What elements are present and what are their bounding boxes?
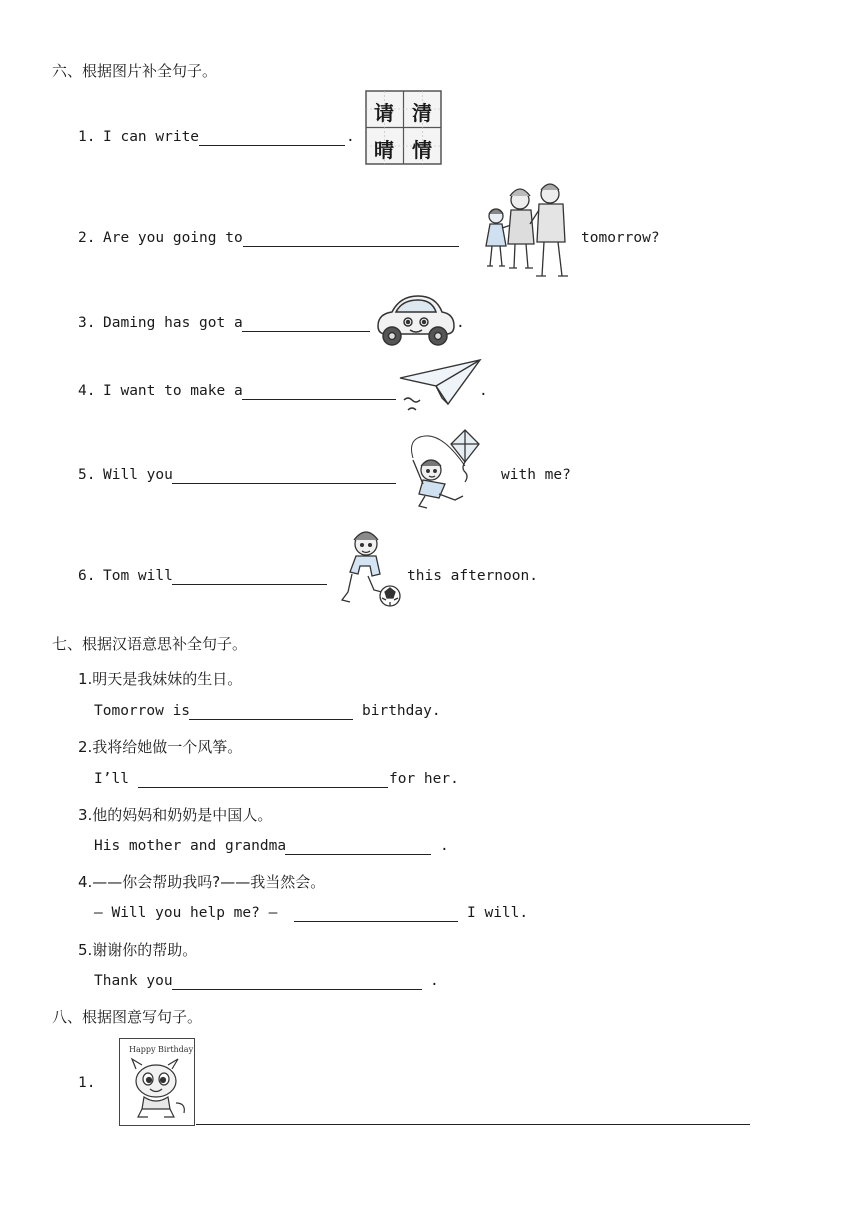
s6-q1-text: I can write bbox=[103, 129, 200, 145]
s7-q3-end: . bbox=[440, 838, 449, 854]
paper-plane-icon bbox=[398, 358, 484, 416]
s6-q1-answer-blank[interactable] bbox=[199, 145, 345, 146]
flying-kite-boy-icon bbox=[405, 428, 481, 510]
s7-q2-end: for her. bbox=[389, 771, 459, 787]
section7-title: 七、根据汉语意思补全句子。 bbox=[52, 635, 248, 653]
s6-q5-text: Will you bbox=[103, 467, 173, 483]
s7-q3-text: His mother and grandma bbox=[94, 838, 287, 854]
s6-q2-number: 2. bbox=[78, 230, 96, 246]
boy-playing-football-icon bbox=[338, 530, 404, 610]
grandparents-family-icon bbox=[478, 180, 578, 282]
s6-q4-number: 4. bbox=[78, 383, 96, 399]
s6-q2-text: Are you going to bbox=[103, 230, 243, 246]
s6-q3-text: Daming has got a bbox=[103, 315, 243, 331]
s6-q2-end: tomorrow? bbox=[581, 230, 660, 246]
s8-q1-number: 1. bbox=[78, 1075, 96, 1091]
s7-q5-chinese: 5.谢谢你的帮助。 bbox=[78, 941, 198, 959]
s7-q3-chinese: 3.他的妈妈和奶奶是中国人。 bbox=[78, 806, 273, 824]
s7-q5-end: . bbox=[430, 973, 439, 989]
s7-q4-end: I will. bbox=[467, 905, 529, 921]
s7-q4-answer-blank[interactable] bbox=[294, 921, 458, 922]
s6-q3-number: 3. bbox=[78, 315, 96, 331]
s6-q1-number: 1. bbox=[78, 129, 96, 145]
s6-q6-text: Tom will bbox=[103, 568, 173, 584]
s6-q4-answer-blank[interactable] bbox=[242, 399, 396, 400]
section6-title: 六、根据图片补全句子。 bbox=[52, 62, 218, 80]
section8-title: 八、根据图意写句子。 bbox=[52, 1008, 203, 1026]
s6-q3-end: . bbox=[456, 315, 465, 331]
s7-q5-answer-blank[interactable] bbox=[172, 989, 422, 990]
s7-q2-chinese: 2.我将给她做一个风筝。 bbox=[78, 738, 243, 756]
char-qing-feeling: 情 bbox=[412, 138, 432, 162]
birthday-card-icon bbox=[119, 1038, 195, 1126]
s7-q3-answer-blank[interactable] bbox=[285, 854, 431, 855]
s7-q4-text: — Will you help me? — bbox=[94, 905, 278, 921]
s6-q5-answer-blank[interactable] bbox=[172, 483, 396, 484]
s7-q1-text: Tomorrow is bbox=[94, 703, 191, 719]
birthday-card-text: Happy Birthday bbox=[129, 1045, 194, 1054]
s6-q4-end: . bbox=[479, 383, 488, 399]
s6-q4-text: I want to make a bbox=[103, 383, 243, 399]
s7-q5-text: Thank you bbox=[94, 973, 173, 989]
s7-q2-answer-blank[interactable] bbox=[138, 787, 388, 788]
s6-q1-end: . bbox=[346, 129, 355, 145]
char-qing-clear: 清 bbox=[412, 101, 432, 125]
s8-q1-answer-line[interactable] bbox=[196, 1124, 750, 1125]
chinese-characters-grid-icon bbox=[365, 90, 442, 165]
s7-q1-answer-blank[interactable] bbox=[189, 719, 353, 720]
s6-q6-number: 6. bbox=[78, 568, 96, 584]
s7-q2-text: I’ll bbox=[94, 771, 129, 787]
s6-q3-answer-blank[interactable] bbox=[242, 331, 370, 332]
s6-q6-end: this afternoon. bbox=[407, 568, 538, 584]
s7-q1-chinese: 1.明天是我妹妹的生日。 bbox=[78, 670, 243, 688]
s7-q4-chinese: 4.——你会帮助我吗?——我当然会。 bbox=[78, 873, 326, 891]
char-qing-sunny: 晴 bbox=[374, 138, 394, 162]
toy-car-icon bbox=[372, 290, 458, 350]
s6-q2-answer-blank[interactable] bbox=[243, 246, 459, 247]
char-qing-request: 请 bbox=[374, 101, 394, 125]
s6-q5-number: 5. bbox=[78, 467, 96, 483]
s6-q5-end: with me? bbox=[501, 467, 571, 483]
s7-q1-end: birthday. bbox=[362, 703, 441, 719]
s6-q6-answer-blank[interactable] bbox=[172, 584, 327, 585]
